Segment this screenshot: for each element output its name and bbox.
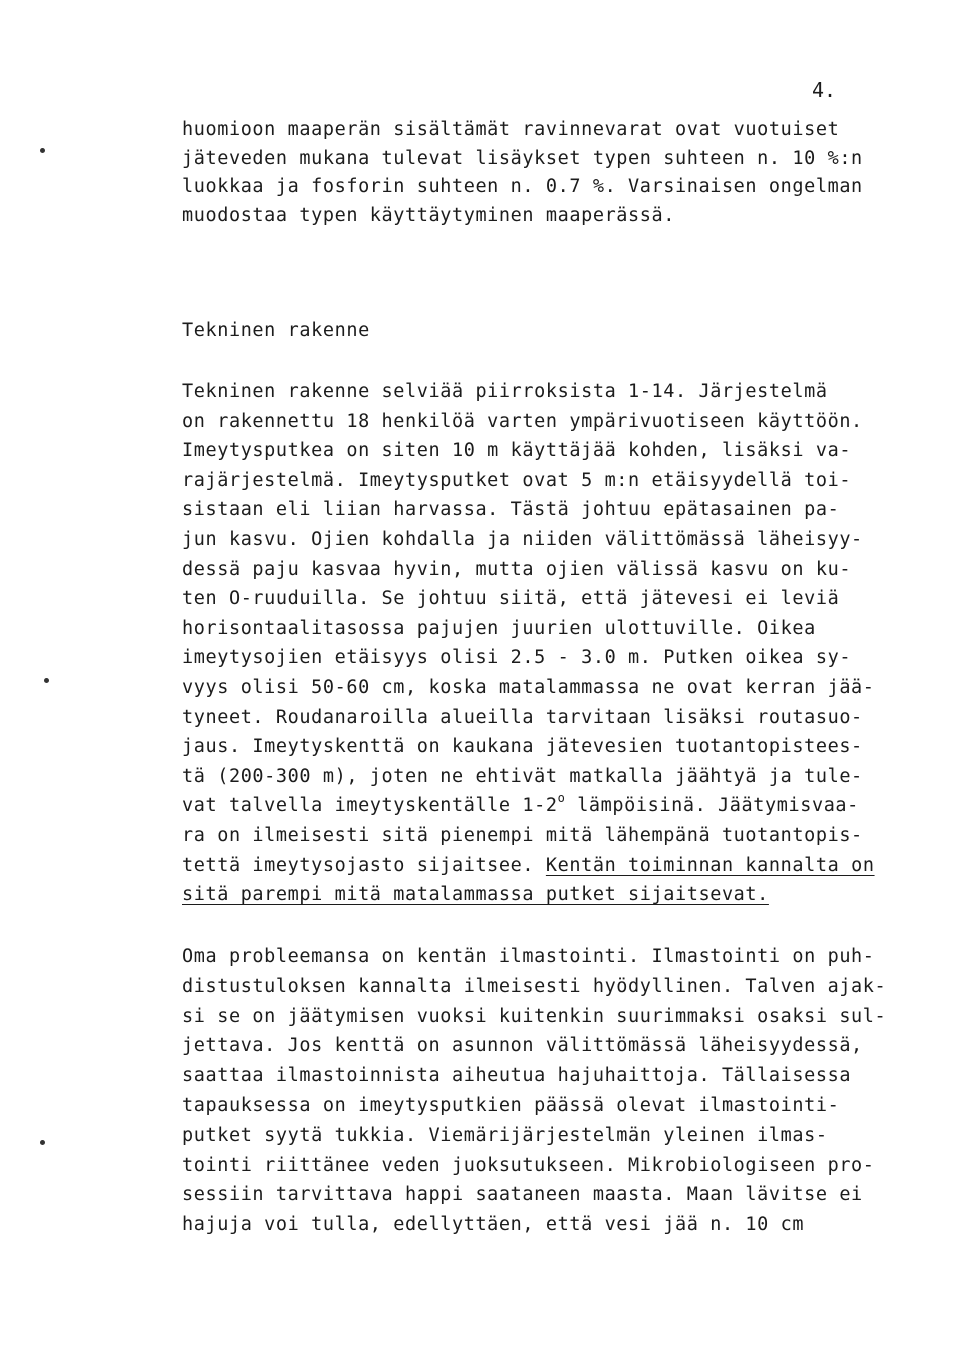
text-line: luokkaa ja fosforin suhteen n. 0.7 %. Varsinaisen ongelman [182,176,863,197]
text-line: hajuja voi tulla, edellyttäen, että vesi jää n. 10 cm [182,1214,805,1236]
text-line: Oma probleemansa on kentän ilmastointi. Ilmastointi on puh- [182,946,875,967]
text-line: tyneet. Roudanaroilla alueilla tarvitaan lisäksi routasuo- [182,706,863,728]
text-line: horisontaalitasossa pajujen juurien ulottuville. Oikea [182,617,816,639]
text-line: imeytysojien etäisyys olisi 2.5 - 3.0 m. Putken oikea sy- [182,647,852,669]
text-line: jaus. Imeytyskenttä on kaukana jätevesien tuotantopistees- [182,736,863,758]
text-line: distustuloksen kannalta ilmeisesti hyödyllinen. Talven ajak- [182,975,887,997]
scan-speck [40,1140,45,1145]
page-number: 4. [812,78,837,102]
text-line: vyys olisi 50-60 cm, koska matalammassa ne ovat kerran jää- [182,676,875,698]
text-line: Imeytysputkea on siten 10 m käyttäjää kohden, lisäksi va- [182,440,852,462]
text-line: on rakennettu 18 henkilöä varten ympärivuotiseen käyttöön. [182,410,863,432]
paragraph-technical-structure [182,377,882,910]
text-line: huomioon maaperän sisältämät ravinnevarat ovat vuotuiset [182,119,840,140]
text-line: muodostaa typen käyttäytyminen maaperässä. [182,204,675,226]
text-line: sessiin tarvittava happi saataneen maasta. Maan lävitse ei [182,1184,863,1206]
text-segment: tettä imeytysojasto sijaitsee. [182,854,546,876]
text-line: jäteveden mukana tulevat lisäykset typen suhteen n. 10 %:n [182,147,863,169]
underlined-text: Kentän toiminnan kannalta on [545,854,875,876]
text-line: ten O-ruuduilla. Se johtuu siitä, että jätevesi ei leviä [182,588,840,610]
text-segment: lämpöisinä. Jäätymisvaa- [565,795,859,817]
paragraph-intro [182,116,882,230]
text-line: ra on ilmeisesti sitä pienempi mitä lähempänä tuotantopis- [182,824,863,846]
text-line: Tekninen rakenne selviää piirroksista 1-14. Järjestelmä [182,381,828,402]
text-line: si se on jäätymisen vuoksi kuitenkin suurimmaksi osaksi sul- [182,1005,887,1027]
text-line: tapauksessa on imeytysputkien päässä olevat ilmastointi- [182,1094,840,1116]
text-line: dessä paju kasvaa hyvin, mutta ojien välissä kasvu on ku- [182,558,852,580]
superscript: o [557,791,566,806]
paragraph-ventilation [182,942,887,1240]
text-line: tointi riittänee veden juoksutukseen. Mikrobiologiseen pro- [182,1154,875,1176]
underlined-text-line: sitä parempi mitä matalammassa putket sijaitsevat. [182,884,769,906]
text-line [182,851,882,881]
text-line: rajärjestelmä. Imeytysputket ovat 5 m:n etäisyydellä toi- [182,469,852,491]
scan-speck [40,148,45,153]
text-line: sistaan eli liian harvassa. Tästä johtuu epätasainen pa- [182,499,840,521]
text-line: putket syytä tukkia. Viemärijärjestelmän yleinen ilmas- [182,1124,828,1146]
text-line: jun kasvu. Ojien kohdalla ja niiden välittömässä läheisyy- [182,528,863,550]
text-line [182,791,882,821]
section-heading: Tekninen rakenne [182,320,370,341]
text-line: tä (200-300 m), joten ne ehtivät matkalla jäähtyä ja tule- [182,765,863,787]
scan-speck [44,678,49,683]
text-segment: vat talvella imeytyskentälle 1-2 [182,795,558,817]
text-line: saattaa ilmastoinnista aiheutua hajuhaittoja. Tällaisessa [182,1065,852,1087]
text-line: jettava. Jos kenttä on asunnon välittömässä läheisyydessä, [182,1035,863,1057]
